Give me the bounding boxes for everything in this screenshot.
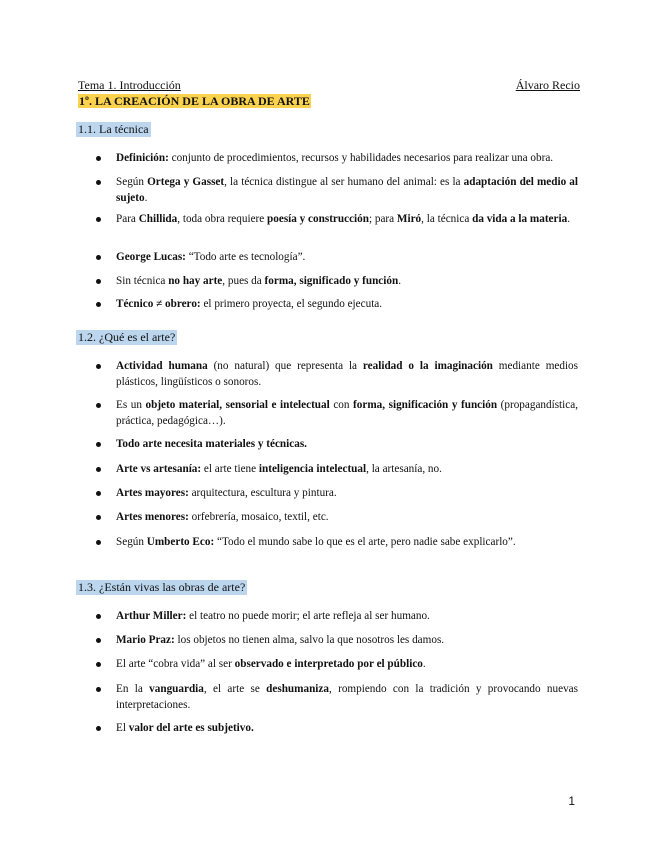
section-heading: 1.2. ¿Qué es el arte? <box>78 330 176 344</box>
section-heading: 1.3. ¿Están vivas las obras de arte? <box>78 580 246 594</box>
bullet-icon <box>96 467 101 472</box>
list-item: Artes mayores: arquitectura, escultura y pintura. <box>116 485 578 501</box>
bullet-icon <box>96 279 101 284</box>
list-item: Todo arte necesita materiales y técnicas. <box>116 436 578 452</box>
bullet-icon <box>96 540 101 545</box>
list-item: Actividad humana (no natural) que representa la realidad o la imaginación mediante medios plásticos, lingüísticos o sonoros. <box>116 358 578 390</box>
list-item: Según Umberto Eco: “Todo el mundo sabe lo que es el arte, pero nadie sabe explicarlo”. <box>116 534 578 550</box>
list-item: Arte vs artesanía: el arte tiene inteligencia intelectual, la artesanía, no. <box>116 461 578 477</box>
bullet-icon <box>96 302 101 307</box>
bullet-icon <box>96 156 101 161</box>
bullet-icon <box>96 364 101 369</box>
list-item: Es un objeto material, sensorial e intelectual con forma, significación y función (propagandística, práctica, pedagógica…). <box>116 397 578 429</box>
bullet-icon <box>96 638 101 643</box>
bullet-icon <box>96 726 101 731</box>
bullet-icon <box>96 614 101 619</box>
list-item: Técnico ≠ obrero: el primero proyecta, el segundo ejecuta. <box>116 296 578 312</box>
bullet-icon <box>96 180 101 185</box>
bullet-icon <box>96 491 101 496</box>
bullet-icon <box>96 217 101 222</box>
bullet-icon <box>96 403 101 408</box>
list-item: Para Chillida, toda obra requiere poesía y construcción; para Miró, la técnica da vida a la materia. <box>116 211 578 227</box>
list-item: Mario Praz: los objetos no tienen alma, salvo la que nosotros les damos. <box>116 632 578 648</box>
bullet-icon <box>96 442 101 447</box>
list-item: Sin técnica no hay arte, pues da forma, significado y función. <box>116 273 578 289</box>
page-number: 1 <box>568 794 575 808</box>
list-item: George Lucas: “Todo arte es tecnología”. <box>116 249 578 265</box>
bullet-icon <box>96 687 101 692</box>
list-item: Según Ortega y Gasset, la técnica distingue al ser humano del animal: es la adaptación del medio al sujeto. <box>116 174 578 206</box>
section-heading: 1.1. La técnica <box>78 122 149 136</box>
bullet-icon <box>96 662 101 667</box>
header-right: Álvaro Recio <box>515 78 580 92</box>
list-item: En la vanguardia, el arte se deshumaniza, rompiendo con la tradición y provocando nuevas interpretaciones. <box>116 681 578 713</box>
header-left: Tema 1. Introducción <box>78 78 181 92</box>
document-title: 1º. LA CREACIÓN DE LA OBRA DE ARTE <box>79 94 310 108</box>
list-item: Arthur Miller: el teatro no puede morir; el arte refleja al ser humano. <box>116 608 578 624</box>
list-item: El arte “cobra vida” al ser observado e interpretado por el público. <box>116 656 578 672</box>
list-item: El valor del arte es subjetivo. <box>116 720 578 736</box>
list-item: Artes menores: orfebrería, mosaico, textil, etc. <box>116 509 578 525</box>
list-item: Definición: conjunto de procedimientos, recursos y habilidades necesarios para realizar una obra. <box>116 150 578 166</box>
bullet-icon <box>96 515 101 520</box>
bullet-icon <box>96 255 101 260</box>
